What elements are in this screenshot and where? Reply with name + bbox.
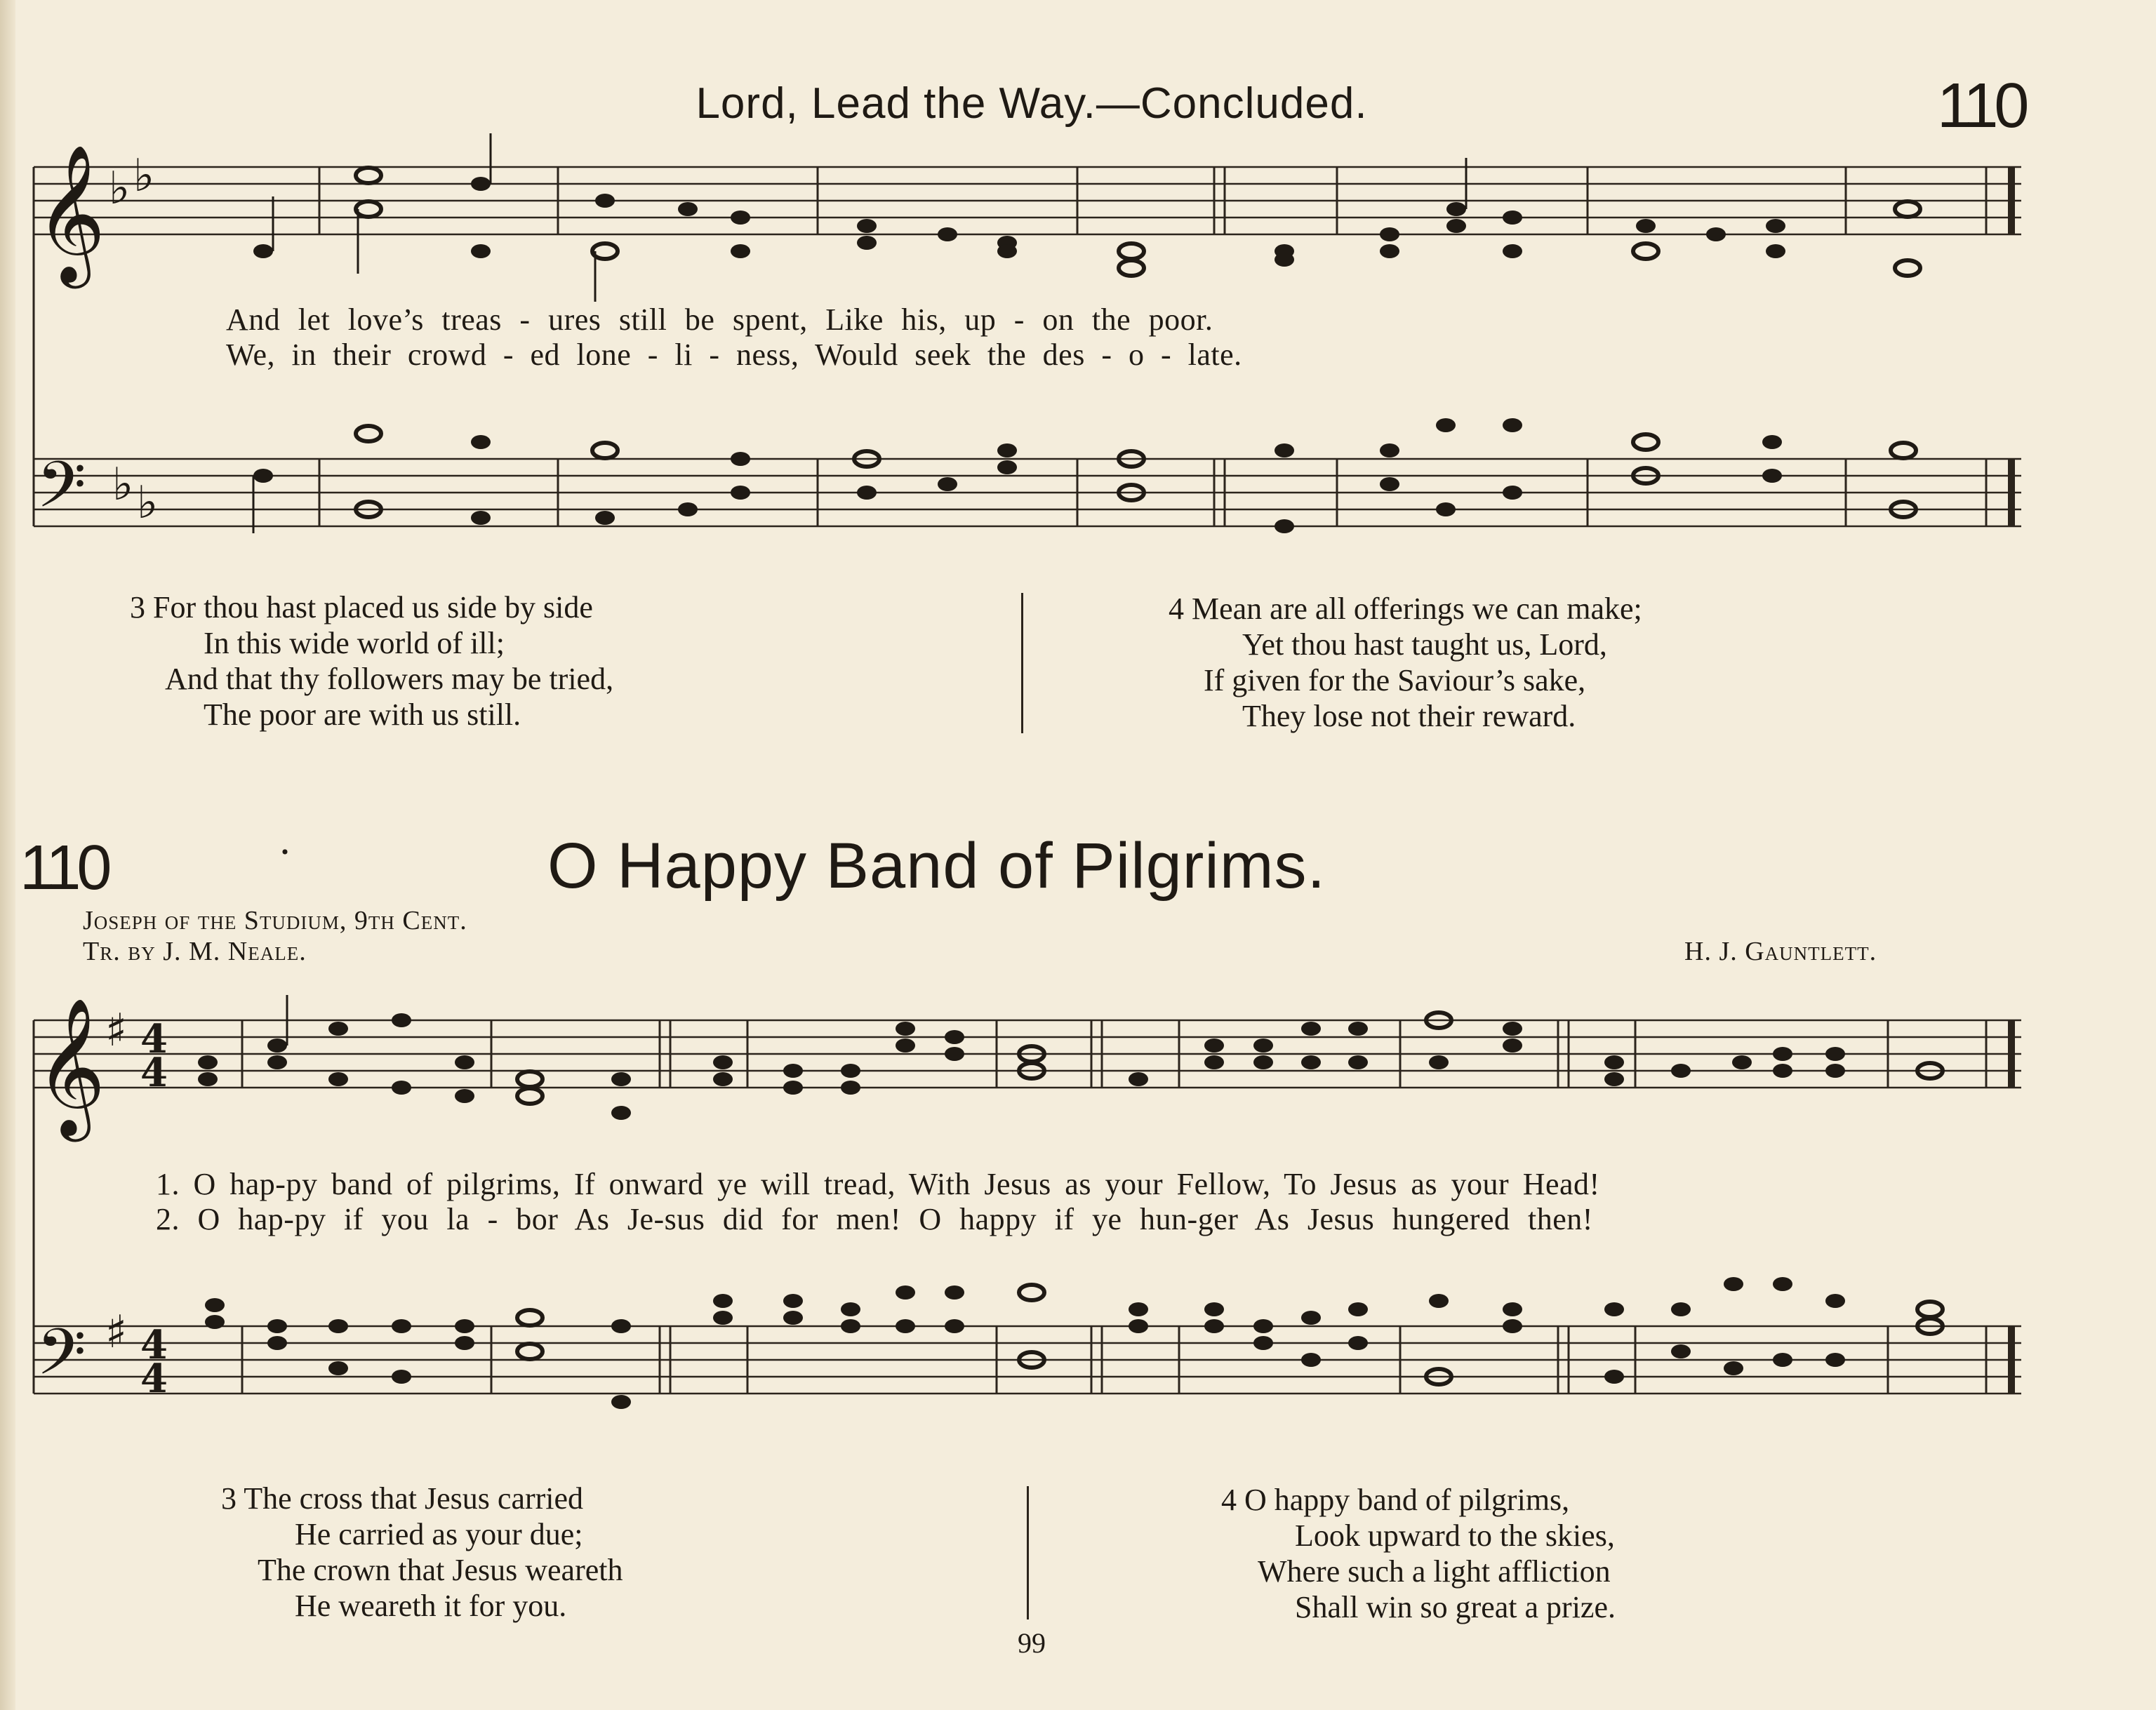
hymn2-treble-notes [198,995,1943,1120]
svg-text:♭: ♭ [133,150,155,202]
svg-text:♯: ♯ [105,1307,127,1358]
hymn1-bass-staff [34,459,2021,526]
page-number: 99 [1018,1627,1046,1659]
hymn2-verse4: 4 O happy band of pilgrims, Look upward to the skies, Where such a light affliction Shall win so great a prize. [1221,1483,1616,1624]
hymn2-verse-divider [1027,1486,1029,1619]
hymn1-lyrics-line2: We, in their crowd - ed lone - li - ness, Would seek the des - o - late. [226,338,1242,372]
svg-text:♭: ♭ [112,459,134,511]
svg-text:4: 4 [140,1322,168,1368]
hymn2-verse3: 3 The cross that Jesus carried He carried as your due; The crown that Jesus weareth He weareth it for you. [221,1481,623,1623]
hymn1-treble-staff [34,167,2021,234]
bass-clef-icon: 𝄢 [36,448,86,537]
treble-clef-icon: 𝄞 [35,997,106,1136]
svg-text:♯: ♯ [105,1005,127,1057]
hymn1-verse3: 3 For thou hast placed us side by side In this wide world of ill; And that thy followers may be tried, The poor are with us still. [130,590,614,732]
hymn1-lyrics-line1: And let love’s treas - ures still be spent, Like his, up - on the poor. [226,302,1213,337]
hymn2-lyrics-line1: 1. O hap-py band of pilgrims, If onward ye will tread, With Jesus as your Fellow, To Jesus as your Head! [156,1167,1600,1201]
hymn2-title: O Happy Band of Pilgrims. [547,830,1326,902]
hymn1-verse4: 4 Mean are all offerings we can make; Yet thou hast taught us, Lord, If given for the Saviour’s sake, They lose not their reward. [1169,592,1642,733]
treble-clef-icon: 𝄞 [35,144,106,283]
svg-text:4: 4 [140,1356,168,1402]
hymn2-number: 110 [20,833,108,903]
hymn2-bass-staff [34,1326,2021,1394]
hymn2-composer: H. J. Gauntlett. [1684,937,1877,966]
hymn2-author: Joseph of the Studium, 9th Cent. [83,906,467,935]
hymn2-dot: · [278,829,292,875]
svg-text:♭: ♭ [137,477,159,529]
hymn1-title: Lord, Lead the Way.—Concluded. [696,79,1368,128]
hymn2-lyrics-line2: 2. O hap-py if you la - bor As Je-sus did for men! O happy if ye hun-ger As Jesus hungered then! [156,1202,1593,1236]
hymn1-verse-divider [1021,593,1023,733]
svg-text:4: 4 [140,1016,168,1062]
bass-clef-icon: 𝄢 [36,1315,86,1405]
hymn2-translator: Tr. by J. M. Neale. [83,937,307,966]
hymn1-number: 110 [1937,71,2025,141]
svg-text:4: 4 [140,1050,168,1096]
svg-text:♭: ♭ [109,163,131,215]
